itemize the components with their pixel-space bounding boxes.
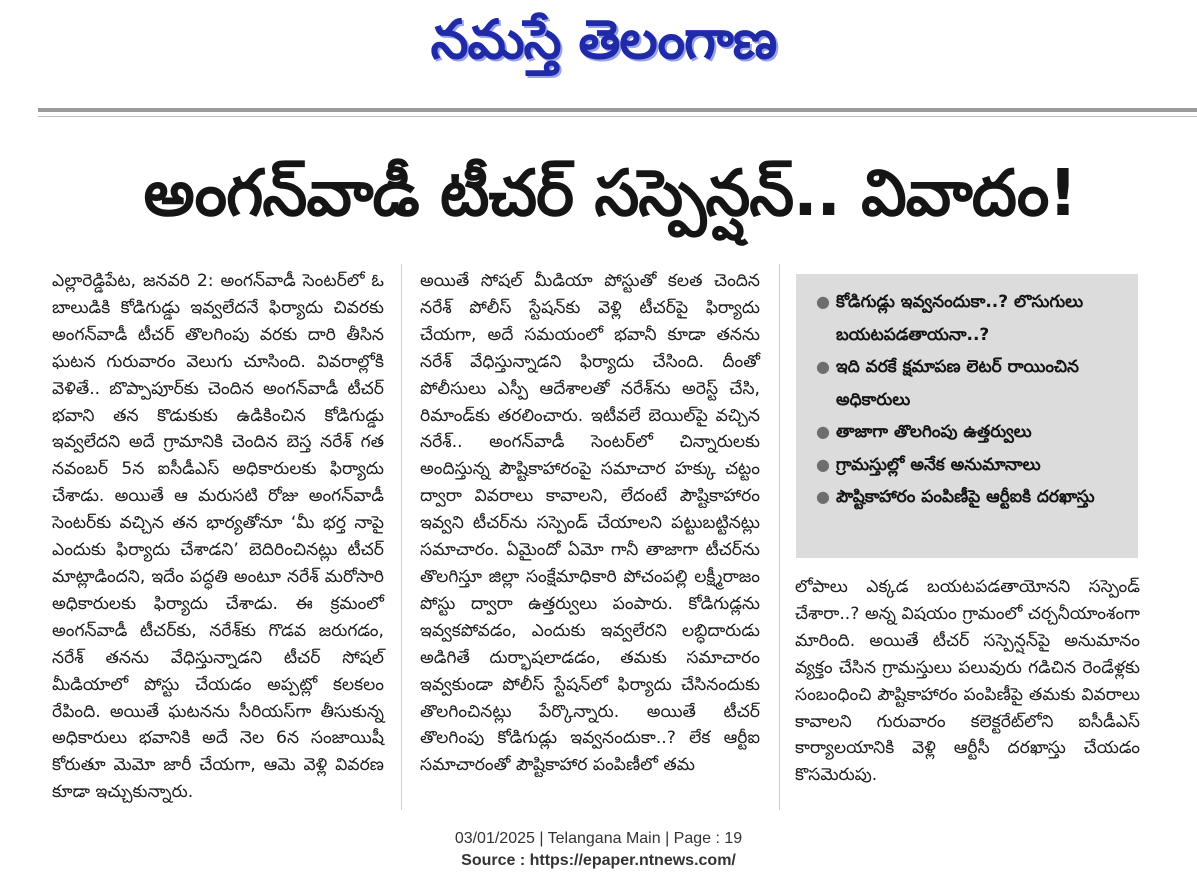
newspaper-logo: నమస్తే తెలంగాణ	[430, 8, 777, 71]
highlights-list	[812, 286, 1128, 514]
article-column-2	[420, 268, 760, 808]
highlights-box	[796, 274, 1138, 558]
highlight-text: కోడిగుడ్లు ఇవ్వనందుకా..? లొసుగులు బయటపడతాయనా..?	[836, 292, 1084, 345]
highlight-item	[812, 416, 1128, 449]
bullet-icon: ●	[816, 487, 830, 506]
highlight-text: పౌష్టికాహారం పంపిణీపై ఆర్టీఐకి దరఖాస్తు	[836, 487, 1095, 507]
article-paragraph: లోపాలు ఎక్కడ బయటపడతాయోనని సస్పెండ్ చేశారా..? అన్న విషయం గ్రామంలో చర్చనీయాంశంగా మారింది. అయితే టీచర్ సస్పెన్షన్‌పై అనుమానం వ్యక్తం చేసిన గ్రామస్తులు పలువురు గడిచిన రెండేళ్లకు సంబంధించి పౌష్టికాహారం పంపిణీపై తమకు వివరాలు కావాలని గురువారం కలెక్టరేట్‌లోని ఐసీడీఎస్ కార్యాలయానికి వెళ్లి ఆర్టీసీ దరఖాస్తు చేయడం కొసమెరుపు.	[795, 577, 1140, 786]
header-divider-thin	[38, 116, 1197, 117]
article-paragraph: ఎల్లారెడ్డిపేట, జనవరి 2: అంగన్‌వాడీ సెంటర్‌లో ఓ బాలుడికి కోడిగుడ్డు ఇవ్వలేదనే ఫిర్యాదు చివరకు అంగన్‌వాడీ టీచర్ తొలగింపు వరకు దారి తీసిన ఘటన గురువారం వెలుగు చూసింది. వివరాల్లోకి వెళితే.. బొప్పాపూర్‌కు చెందిన అంగన్‌వాడీ టీచర్ భవాని తన కొడుకుకు ఉడికించిన కోడిగుడ్డు ఇవ్వలేదని అదే గ్రామానికి చెందిన బెస్త నరేశ్ గత నవంబర్ 5న ఐసీడీఎస్ అధికారులకు ఫిర్యాదు చేశాడు. అయితే ఆ మరుసటి రోజు అంగన్‌వాడీ సెంటర్‌కు వచ్చిన తన భార్యతోనూ ‘మీ భర్త నాపై ఎందుకు ఫిర్యాదు చేశాడని’ బెదిరించినట్లు టీచర్ మాట్లాడిందని, ఇదేం పద్ధతి అంటూ నరేశ్ మరోసారి అధికారులకు ఫిర్యాదు చేశాడు. ఈ క్రమంలో అంగన్‌వాడీ టీచర్‌కు, నరేశ్‌కు గొడవ జరుగడం, నరేశ్ తనను వేధిస్తున్నాడని టీచర్ సోషల్ మీడియాలో పోస్టు చేయడం అప్పట్లో కలకలం రేపింది. అయితే ఘటనను సీరియస్‌గా తీసుకున్న అధికారులు భవానికి అదే నెల 6న సంజాయిషీ కోరుతూ మెమో జారీ చేయగా, ఆమె వెళ్లి వివరణ కూడా ఇచ్చుకున్నారు.	[52, 271, 384, 803]
highlight-item	[812, 351, 1128, 416]
column-divider	[779, 264, 780, 810]
source-link[interactable]: Source : https://epaper.ntnews.com/	[461, 852, 736, 869]
bullet-icon: ●	[816, 422, 830, 441]
highlight-text: ఇది వరకే క్షమాపణ లెటర్ రాయించిన అధికారులు	[836, 357, 1079, 410]
article-headline: అంగన్‌వాడీ టీచర్ సస్పెన్షన్.. వివాదం!	[143, 157, 1077, 231]
article-column-3	[795, 574, 1140, 804]
article-column-1	[52, 268, 384, 808]
column-divider	[401, 264, 402, 810]
highlight-item	[812, 449, 1128, 482]
article-paragraph: అయితే సోషల్ మీడియా పోస్టుతో కలత చెందిన నరేశ్ పోలీస్ స్టేషన్‌కు వెళ్లి టీచర్‌పై ఫిర్యాదు చేయగా, అదే సమయంలో భవానీ కూడా తనను నరేశ్ వేధిస్తున్నాడని ఫిర్యాదు చేసింది. దీంతో పోలీసులు ఎస్పీ ఆదేశాలతో నరేశ్‌ను అరెస్ట్ చేసి, రిమాండ్‌కు తరలించారు. ఇటీవలే బెయిల్‌పై వచ్చిన నరేశ్.. అంగన్‌వాడీ సెంటర్‌లో చిన్నారులకు అందిస్తున్న పౌష్టికాహారంపై సమాచార హక్కు చట్టం ద్వారా వివరాలు కావాలని, లేదంటే పౌష్టికాహారం ఇవ్వని టీచర్‌ను సస్పెండ్ చేయాలని పట్టుబట్టినట్లు సమాచారం. ఏమైందో ఏమో గానీ తాజాగా టీచర్‌ను తొలగిస్తూ జిల్లా సంక్షేమాధికారి పోచంపల్లి లక్ష్మీరాజం పోస్టు ద్వారా ఉత్తర్వులు పంపారు. కోడిగుడ్లను ఇవ్వకపోవడం, ఎందుకు ఇవ్వలేరని లబ్ధిదారుడు అడిగితే దుర్భాషలాడడం, తమకు సమాచారం ఇవ్వకుండా పోలీస్ స్టేషన్‌లో ఫిర్యాదు చేసినందుకు తొలగించినట్లు పేర్కొన్నారు. అయితే టీచర్ తొలగింపు కోడిగుడ్లు ఇవ్వనందుకా..? లేక ఆర్టీఐ సమాచారంతో పౌష్టికాహార పంపిణీలో తమ	[420, 271, 760, 776]
highlight-item	[812, 481, 1128, 514]
bullet-icon: ●	[816, 454, 830, 474]
highlight-text: తాజాగా తొలగింపు ఉత్తర్వులు	[836, 422, 1032, 442]
bullet-icon: ●	[816, 292, 830, 311]
header-divider	[38, 108, 1197, 112]
highlight-text: గ్రామస్తుల్లో అనేక అనుమానాలు	[836, 454, 1041, 475]
bullet-icon: ●	[816, 357, 830, 376]
publication-info: 03/01/2025 | Telangana Main | Page : 19	[454, 830, 743, 847]
masthead	[0, 0, 1197, 80]
highlight-item	[812, 286, 1128, 351]
